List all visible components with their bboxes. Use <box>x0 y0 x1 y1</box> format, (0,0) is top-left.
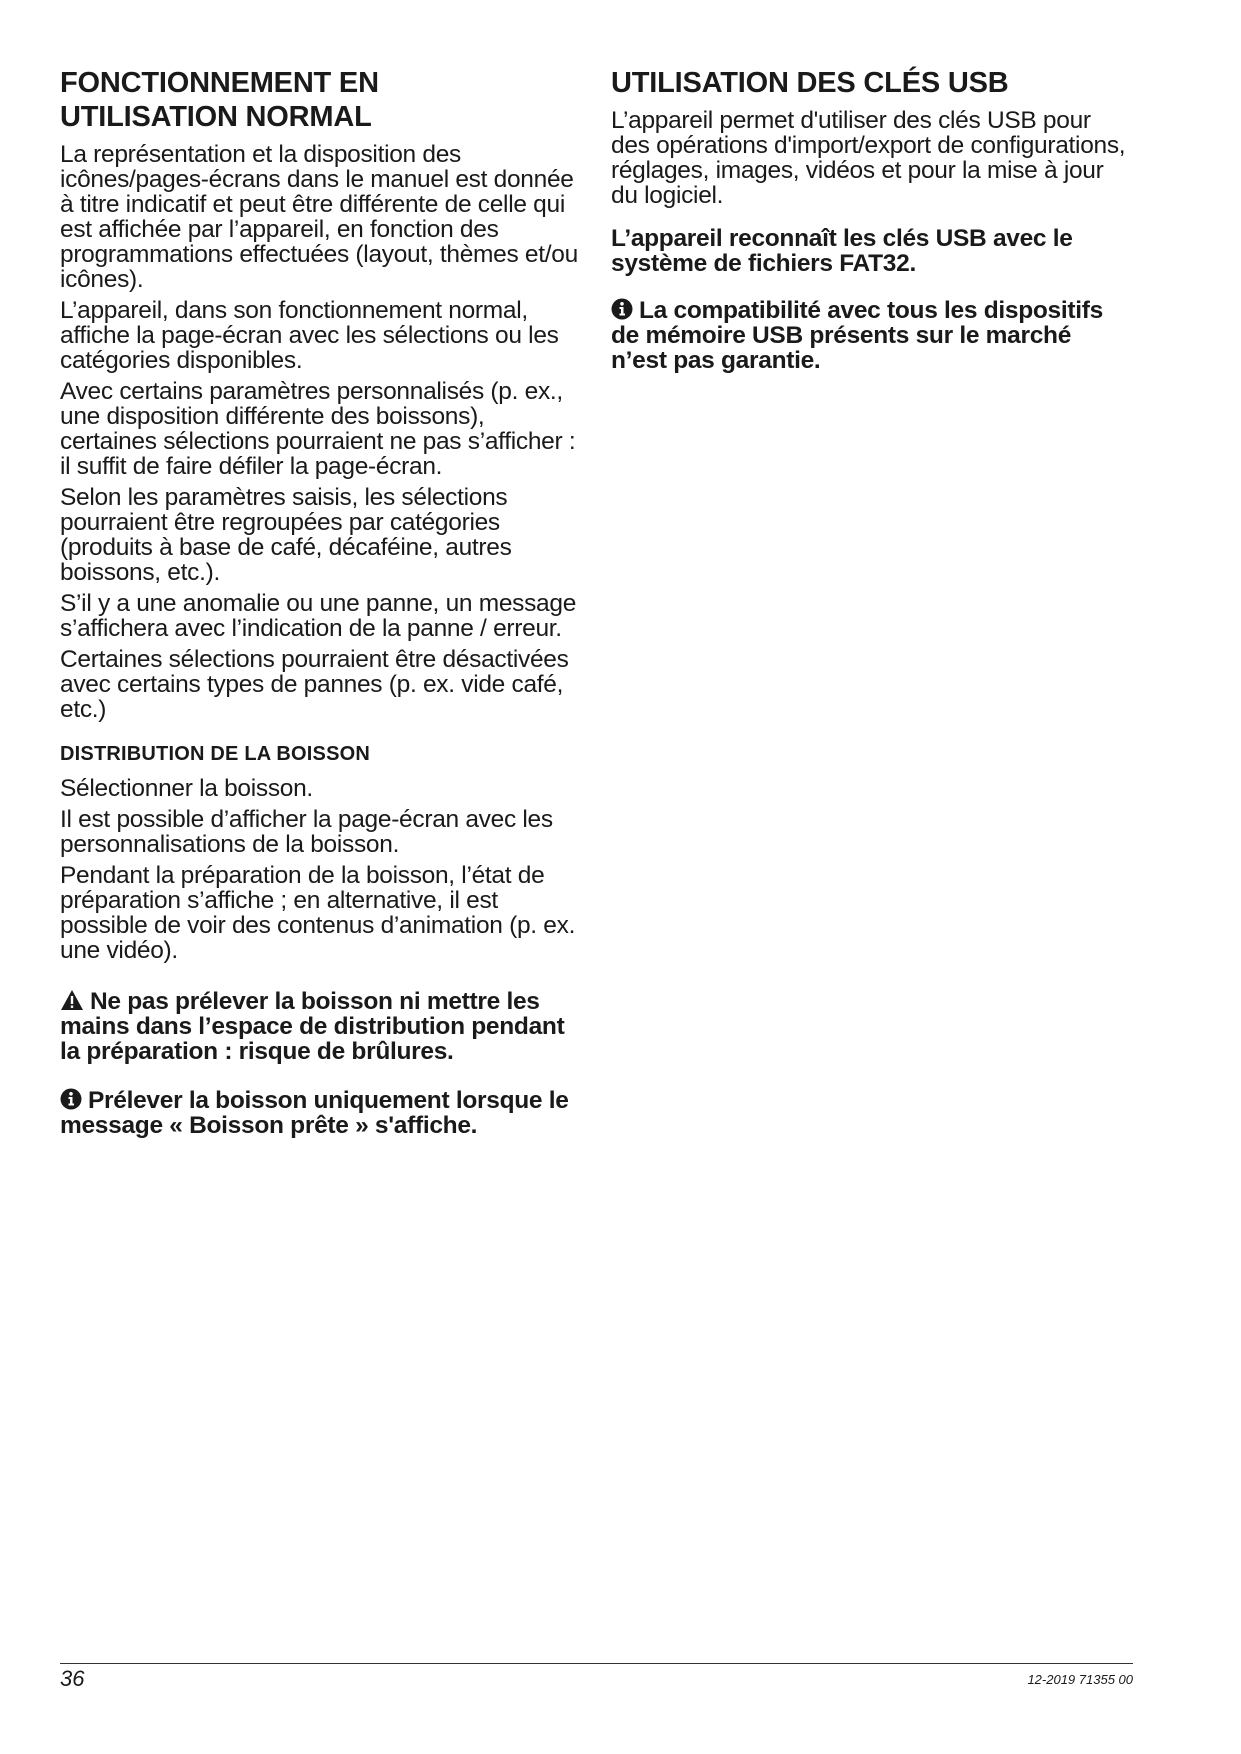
paragraph: Certaines sélections pourraient être désactivées avec certains types de pannes (p. ex. vide café, etc.) <box>60 646 569 723</box>
left-column <box>60 66 580 1156</box>
paragraph: Pendant la préparation de la boisson, l’état de préparation s’affiche ; en alternative, il est possible de voir des contenus d’animation (p. ex. une vidéo). <box>60 862 576 964</box>
info-text: Prélever la boisson uniquement lorsque le message « Boisson prête » s'affiche. <box>60 1087 569 1139</box>
section-title-normal-operation: FONCTIONNEMENT EN UTILISATION NORMAL <box>60 67 379 133</box>
info-note <box>611 298 1131 373</box>
fat32-note: L’appareil reconnaît les clés USB avec le système de fichiers FAT32. <box>611 225 1073 277</box>
warning-note <box>60 989 580 1064</box>
info-note <box>60 1088 580 1138</box>
paragraph: Il est possible d’afficher la page-écran avec les personnalisations de la boisson. <box>60 806 553 858</box>
paragraph: S’il y a une anomalie ou une panne, un message s’affichera avec l’indication de la panne / erreur. <box>60 590 577 642</box>
paragraph: Avec certains paramètres personnalisés (p. ex., une disposition différente des boissons), certaines sélections pourraient ne pas s’afficher : il suffit de faire défiler la page-écran. <box>60 378 576 480</box>
subheading-beverage-dispensing: DISTRIBUTION DE LA BOISSON <box>60 743 371 765</box>
document-reference: 12-2019 71355 00 <box>1027 1672 1133 1687</box>
warning-triangle-icon <box>60 989 84 1011</box>
paragraph: Selon les paramètres saisis, les sélections pourraient être regroupées par catégories (produits à base de café, décaféine, autres boissons, etc.). <box>60 484 512 586</box>
section-title-usb: UTILISATION DES CLÉS USB <box>611 67 1009 99</box>
paragraph: L’appareil, dans son fonctionnement normal, affiche la page-écran avec les sélections ou les catégories disponibles. <box>60 297 559 374</box>
info-circle-icon <box>611 298 633 320</box>
paragraph: L’appareil permet d'utiliser des clés USB pour des opérations d'import/export de configurations, réglages, images, vidéos et pour la mise à jour du logiciel. <box>611 107 1126 209</box>
footer-divider <box>60 1663 1133 1664</box>
paragraph: Sélectionner la boisson. <box>60 775 313 802</box>
page-number: 36 <box>60 1666 85 1691</box>
warning-text: Ne pas prélever la boisson ni mettre les mains dans l’espace de distribution pendant la préparation : risque de brûlures. <box>60 988 565 1065</box>
paragraph: La représentation et la disposition des icônes/pages-écrans dans le manuel est donnée à titre indicatif et peut être différente de celle qui est affichée par l’appareil, en fonction des programmations effectuées (layout, thèmes et/ou icônes). <box>60 141 578 293</box>
info-text: La compatibilité avec tous les dispositifs de mémoire USB présents sur le marché n’est pas garantie. <box>611 297 1103 374</box>
right-column <box>611 66 1131 391</box>
info-circle-icon <box>60 1088 82 1110</box>
